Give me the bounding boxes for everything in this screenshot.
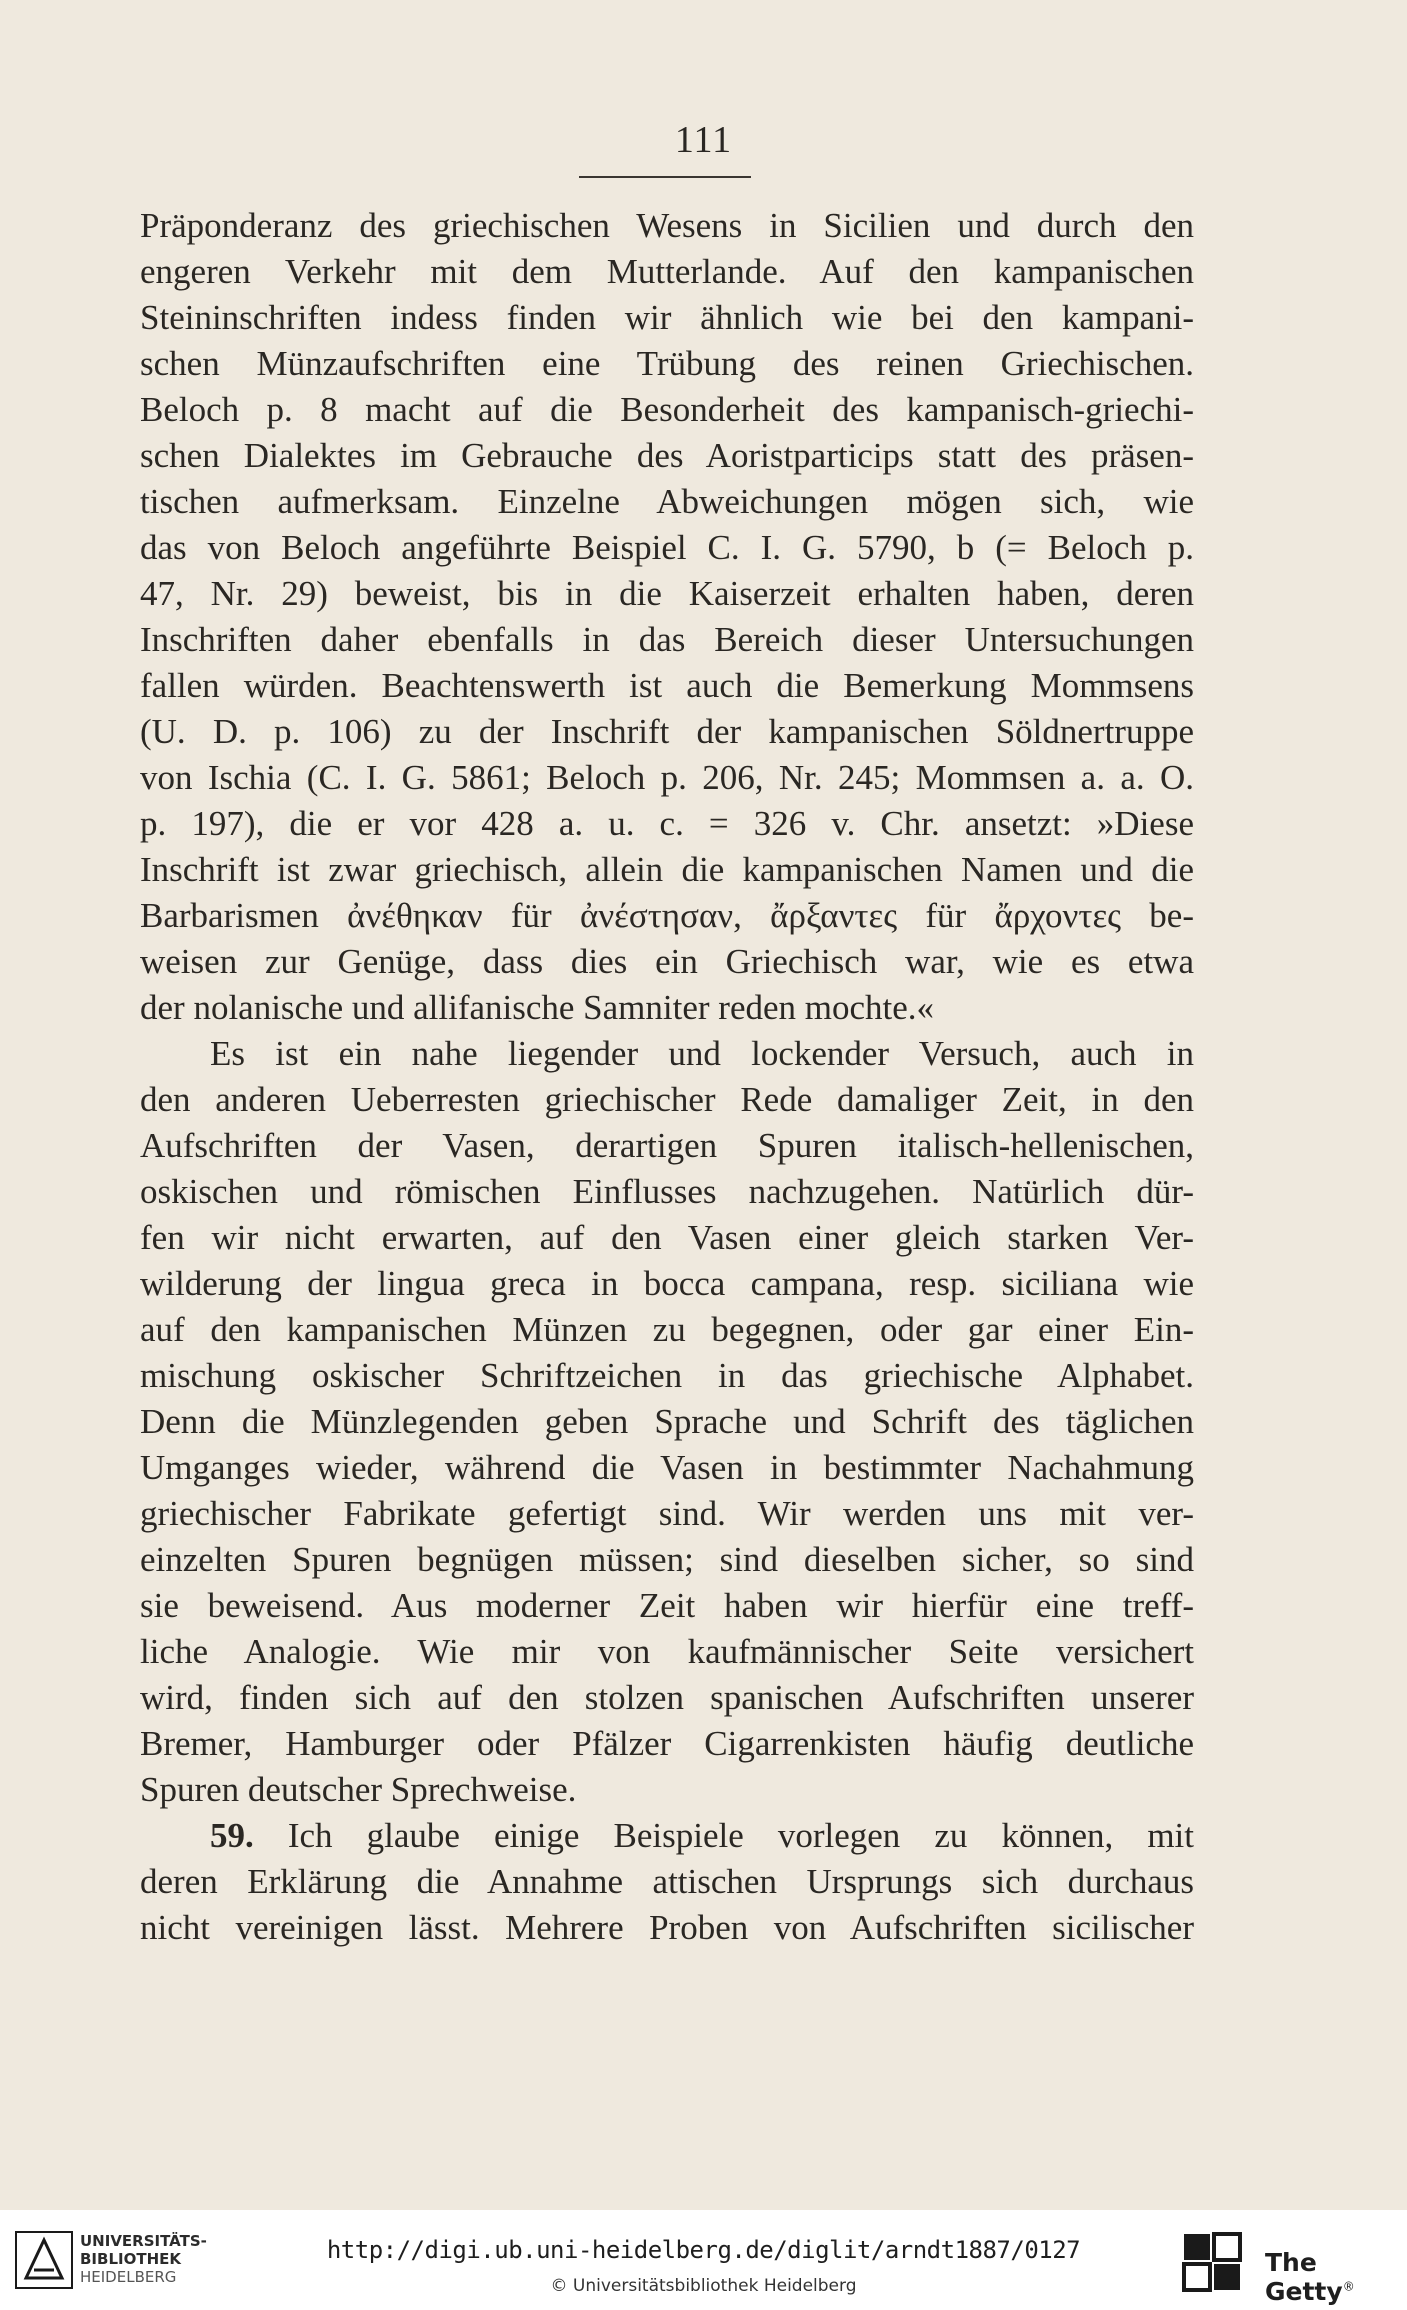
- text-line: tischen aufmerksam. Einzelne Abweichungen mögen sich, wie: [140, 482, 1194, 521]
- text-line: griechischer Fabrikate gefertigt sind. Wir werden uns mit ver-: [140, 1494, 1194, 1533]
- text-line: Denn die Münzlegenden geben Sprache und Schrift des täglichen: [140, 1402, 1194, 1441]
- paragraph-1: [140, 203, 1194, 1031]
- text-line: Beloch p. 8 macht auf die Besonderheit des kampanisch-griechi-: [140, 390, 1194, 429]
- text-line: fallen würden. Beachtenswerth ist auch die Bemerkung Mommsens: [140, 666, 1194, 705]
- page-number: 111: [674, 119, 733, 161]
- body-text: [140, 203, 1194, 1951]
- text-line: Aufschriften der Vasen, derartigen Spuren italisch-hellenischen,: [140, 1126, 1194, 1165]
- text-line: den anderen Ueberresten griechischer Rede damaliger Zeit, in den: [140, 1080, 1194, 1119]
- text-line-content: Ich glaube einige Beispiele vorlegen zu können, mit: [287, 1816, 1195, 1855]
- text-line: schen Dialektes im Gebrauche des Aoristparticips statt des präsen-: [140, 436, 1194, 475]
- text-line: das von Beloch angeführte Beispiel C. I. G. 5790, b (= Beloch p.: [140, 528, 1194, 567]
- text-line: Bremer, Hamburger oder Pfälzer Cigarrenkisten häufig deutliche: [140, 1724, 1194, 1763]
- text-line: Inschriften daher ebenfalls in das Bereich dieser Untersuchungen: [140, 620, 1194, 659]
- text-line: oskischen und römischen Einflusses nachzugehen. Natürlich dür-: [140, 1172, 1194, 1211]
- text-line: Umganges wieder, während die Vasen in bestimmter Nachahmung: [140, 1448, 1194, 1487]
- text-line: von Ischia (C. I. G. 5861; Beloch p. 206, Nr. 245; Mommsen a. a. O.: [140, 758, 1194, 797]
- institution-line: HEIDELBERG: [80, 2268, 177, 2286]
- text-line: auf den kampanischen Münzen zu begegnen, oder gar einer Ein-: [140, 1310, 1194, 1349]
- source-link[interactable]: http://digi.ub.uni-heidelberg.de/diglit/arndt1887/0127: [326, 2236, 1081, 2264]
- registered-mark: ®: [1342, 2279, 1355, 2294]
- institution-line: UNIVERSITÄTS-: [80, 2232, 207, 2250]
- text-line: p. 197), die er vor 428 a. u. c. = 326 v. Chr. ansetzt: »Diese: [140, 804, 1194, 843]
- text-line: mischung oskischer Schriftzeichen in das griechische Alphabet.: [140, 1356, 1194, 1395]
- text-line: [140, 1813, 1194, 1859]
- section-number: 59.: [210, 1816, 254, 1855]
- text-line: sie beweisend. Aus moderner Zeit haben wir hierfür eine treff-: [140, 1586, 1194, 1625]
- text-line-greek: Barbarismen ἀνέθηκαν für ἀνέστησαν, ἄρξαντες für ἄρχοντες be-: [140, 896, 1194, 935]
- text-line: der nolanische und allifanische Samniter reden mochte.«: [140, 988, 935, 1027]
- text-line: weisen zur Genüge, dass dies ein Griechisch war, wie es etwa: [140, 942, 1194, 981]
- text-line: Es ist ein nahe liegender und lockender Versuch, auch in: [210, 1034, 1194, 1073]
- partner-name: The Getty®: [1265, 2248, 1355, 2306]
- institution-line: BIBLIOTHEK: [80, 2250, 181, 2268]
- text-line: Inschrift ist zwar griechisch, allein die kampanischen Namen und die: [140, 850, 1194, 889]
- page-number-rule: [579, 176, 751, 178]
- text-line: deren Erklärung die Annahme attischen Ursprungs sich durchaus: [140, 1862, 1194, 1901]
- text-line: liche Analogie. Wie mir von kaufmännischer Seite versichert: [140, 1632, 1194, 1671]
- text-line: fen wir nicht erwarten, auf den Vasen einer gleich starken Ver-: [140, 1218, 1194, 1257]
- text-line: nicht vereinigen lässt. Mehrere Proben von Aufschriften sicilischer: [140, 1908, 1194, 1947]
- paragraph-3: [140, 1813, 1194, 1951]
- text-line: Präponderanz des griechischen Wesens in Sicilien und durch den: [140, 206, 1194, 245]
- text-line: einzelten Spuren begnügen müssen; sind dieselben sicher, so sind: [140, 1540, 1194, 1579]
- text-line: Spuren deutscher Sprechweise.: [140, 1770, 577, 1809]
- text-line: 47, Nr. 29) beweist, bis in die Kaiserzeit erhalten haben, deren: [140, 574, 1194, 613]
- copyright-notice: © Universitätsbibliothek Heidelberg: [550, 2276, 857, 2296]
- text-line: wilderung der lingua greca in bocca campana, resp. siciliana wie: [140, 1264, 1194, 1303]
- text-line: engeren Verkehr mit dem Mutterlande. Auf den kampanischen: [140, 252, 1194, 291]
- text-line: Steininschriften indess finden wir ähnlich wie bei den kampani-: [140, 298, 1194, 337]
- getty-logo-icon: [1180, 2230, 1244, 2294]
- footer-bar: [0, 2210, 1407, 2310]
- paragraph-2: [140, 1031, 1194, 1813]
- text-line: (U. D. p. 106) zu der Inschrift der kampanischen Söldnertruppe: [140, 712, 1194, 751]
- text-line: schen Münzaufschriften eine Trübung des reinen Griechischen.: [140, 344, 1194, 383]
- text-line: wird, finden sich auf den stolzen spanischen Aufschriften unserer: [140, 1678, 1194, 1717]
